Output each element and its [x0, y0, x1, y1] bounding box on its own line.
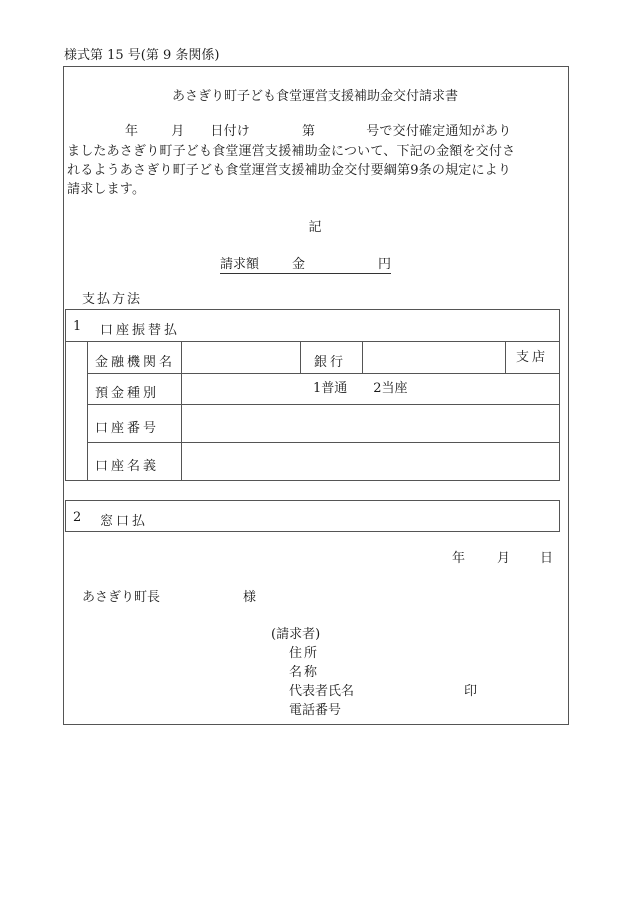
- requester-name: 名称: [289, 665, 320, 680]
- body-dai: 第: [302, 124, 316, 139]
- bank-name-label-cell: [87, 341, 182, 373]
- amount-kin: 金: [292, 257, 306, 272]
- body-year: 年: [125, 124, 139, 139]
- addressee-mayor: あさぎり町長: [82, 590, 161, 605]
- option1-label: 口座振替払: [100, 323, 181, 338]
- account-number-label-cell: [87, 404, 182, 442]
- requester-address: 住所: [289, 646, 320, 661]
- requester-phone: 電話番号: [289, 703, 342, 718]
- claim-amount: [220, 258, 391, 274]
- date-day: 日: [540, 551, 554, 566]
- option2-label: 窓口払: [100, 514, 149, 529]
- seal-mark: 印: [464, 684, 478, 699]
- body-line-1: [67, 125, 511, 138]
- option2-number: 2: [73, 510, 82, 525]
- form-number: 様式第 15 号(第 9 条関係): [64, 48, 220, 63]
- counter-payment-section: [65, 500, 560, 532]
- indent-column: [66, 341, 88, 480]
- bank-label-cell: [300, 341, 363, 373]
- body-line-4: 請求します。: [67, 182, 146, 197]
- bank-transfer-section: [65, 309, 560, 481]
- date-month: 月: [497, 551, 511, 566]
- bank-transfer-header: [66, 310, 559, 342]
- amount-yen: 円: [378, 257, 392, 272]
- branch-label: 支店: [516, 350, 549, 365]
- account-number-label: 口座番号: [95, 421, 160, 436]
- account-number-row: [87, 404, 559, 443]
- date-year: 年: [452, 551, 466, 566]
- bank-name-field[interactable]: [181, 341, 301, 373]
- body-date-suffix: 日付け: [210, 124, 251, 139]
- body-month: 月: [171, 124, 185, 139]
- payment-method-heading: 支払方法: [82, 292, 143, 307]
- body-line-2: ましたあさぎり町子ども食堂運営支援補助金について、下記の金額を交付さ: [67, 144, 516, 159]
- bank-name-label: 金融機関名: [95, 355, 176, 370]
- requester-representative: 代表者氏名: [289, 684, 355, 699]
- option1-number: 1: [73, 319, 82, 334]
- body-line-3: れるようあさぎり町子ども食堂運営支援補助金交付要綱第9条の規定により: [67, 163, 512, 178]
- deposit-type-label-cell: [87, 373, 182, 404]
- body-line1-tail: 号で交付確定通知があり: [366, 124, 512, 139]
- requester-heading: (請求者): [271, 627, 321, 642]
- deposit-type-row: [87, 373, 559, 405]
- account-name-label: 口座名義: [95, 459, 160, 474]
- account-name-row: [87, 442, 559, 480]
- bank-name-row: [87, 341, 559, 374]
- amount-label: 請求額: [220, 257, 260, 272]
- bank-label: 銀行: [314, 355, 347, 370]
- branch-name-field[interactable]: [362, 341, 506, 373]
- form-title: あさぎり町子ども食堂運営支援補助金交付請求書: [171, 89, 458, 104]
- deposit-type-options[interactable]: 1普通 2当座: [313, 381, 408, 396]
- addressee-sama: 様: [243, 590, 257, 605]
- deposit-type-label: 預金種別: [95, 386, 160, 401]
- account-name-label-cell: [87, 442, 182, 480]
- ki-heading: 記: [308, 220, 322, 235]
